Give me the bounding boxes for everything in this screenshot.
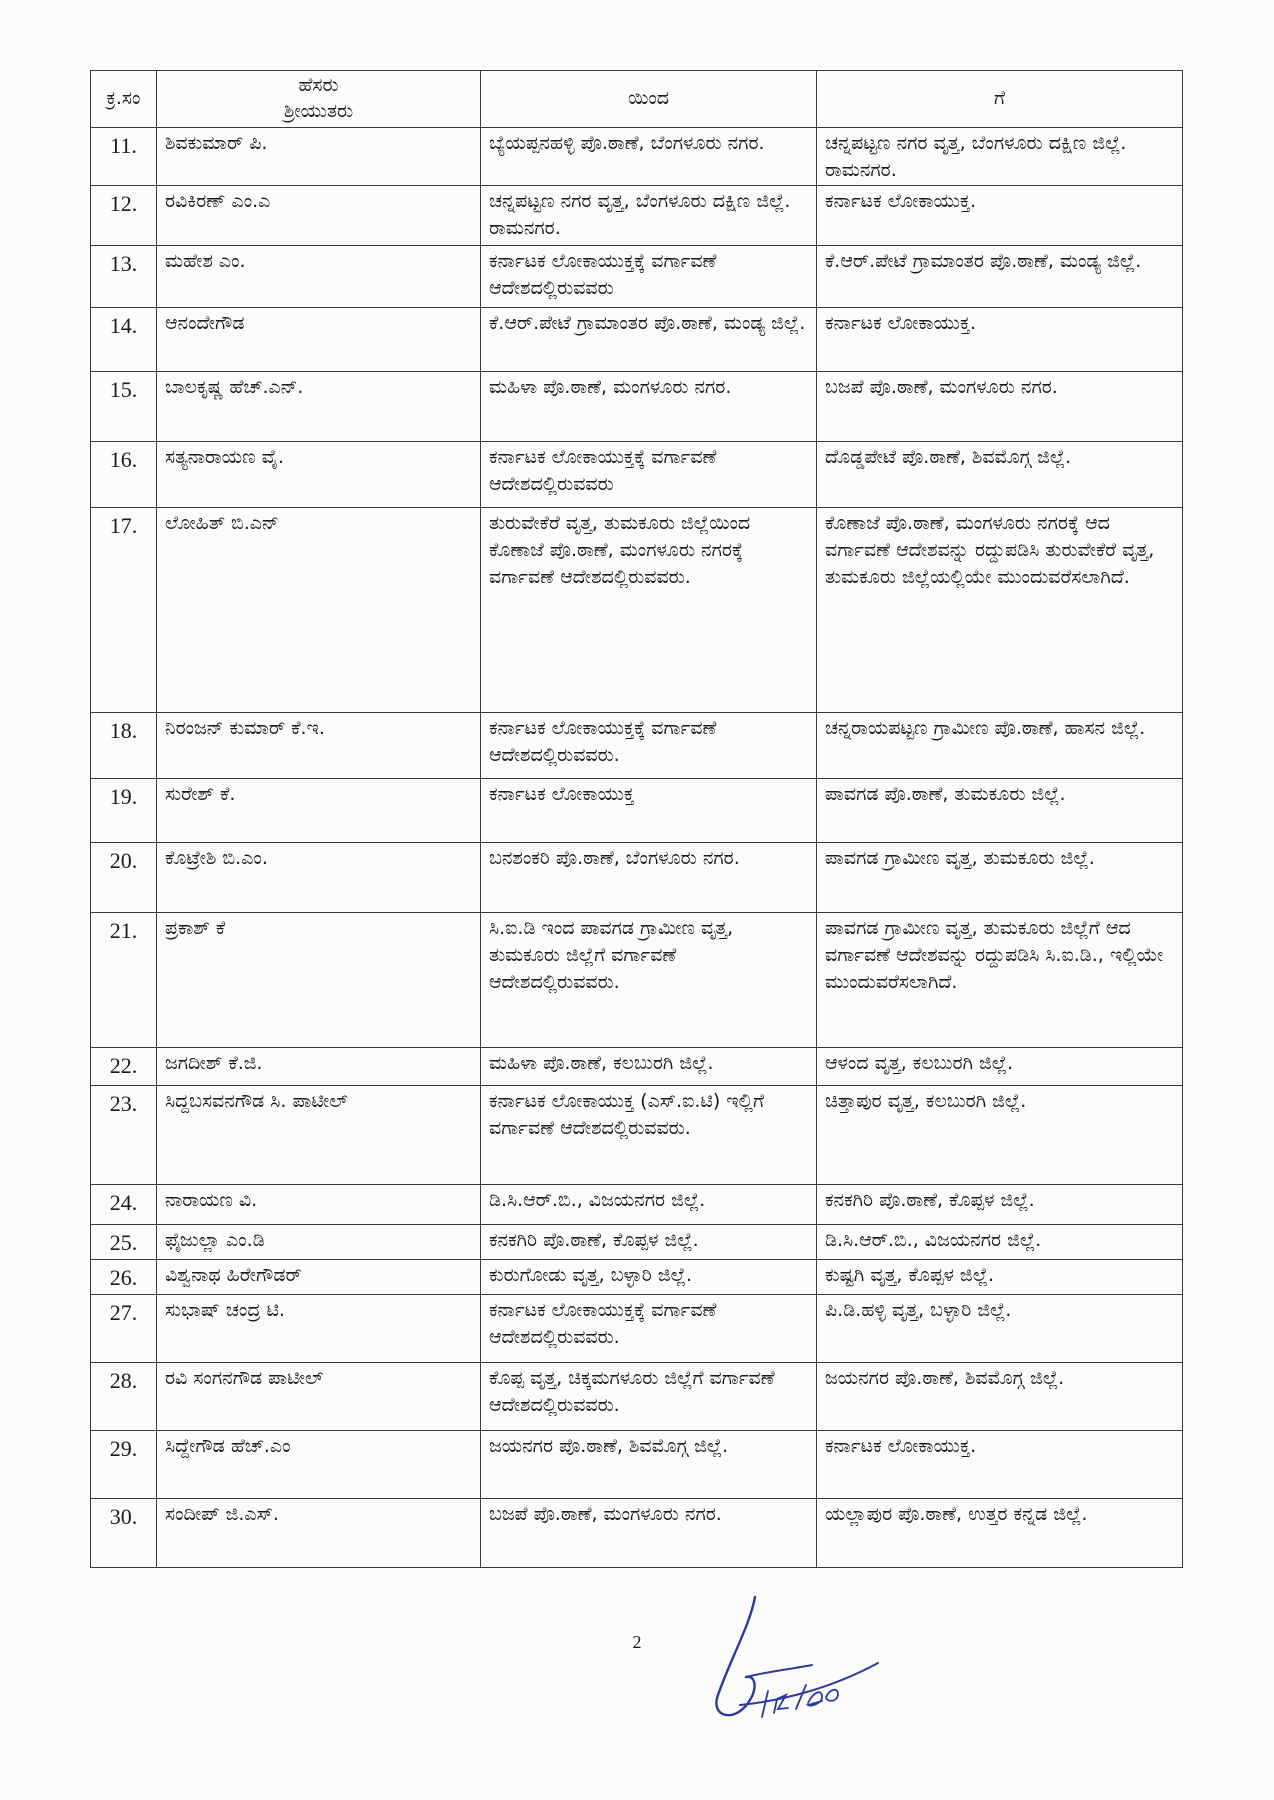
page-number: 2	[632, 1632, 642, 1652]
name-cell: ಶಿವಕುಮಾರ್ ಪಿ.	[157, 128, 481, 186]
serial-cell: 23.	[91, 1086, 157, 1185]
header-to: ಗೆ	[817, 71, 1183, 128]
from-cell: ಕೊಪ್ಪ ವೃತ್ತ, ಚಿಕ್ಕಮಗಳೂರು ಜಿಲ್ಲೆಗೆ ವರ್ಗಾವಣೆ ಆದೇಶದಲ್ಲಿರುವವರು.	[481, 1363, 817, 1431]
name-cell: ಜಗದೀಶ್ ಕೆ.ಜಿ.	[157, 1048, 481, 1086]
table-row	[91, 508, 1183, 713]
serial-cell: 18.	[91, 713, 157, 779]
name-cell: ನಿರಂಜನ್ ಕುಮಾರ್ ಕೆ.ಇ.	[157, 713, 481, 779]
from-cell: ಚನ್ನಪಟ್ಟಣ ನಗರ ವೃತ್ತ, ಬೆಂಗಳೂರು ದಕ್ಷಿಣ ಜಿಲ್ಲೆ. ರಾಮನಗರ.	[481, 186, 817, 246]
name-cell: ರವಿಕಿರಣ್ ಎಂ.ಎ	[157, 186, 481, 246]
serial-cell: 21.	[91, 913, 157, 1048]
header-name	[157, 71, 481, 128]
from-cell: ಕರ್ನಾಟಕ ಲೋಕಾಯುಕ್ತಕ್ಕೆ ವರ್ಗಾವಣೆ ಆದೇಶದಲ್ಲಿರುವವರು	[481, 442, 817, 508]
serial-cell: 14.	[91, 308, 157, 372]
header-from: ಯಿಂದ	[481, 71, 817, 128]
table-row	[91, 128, 1183, 186]
from-cell: ಜಯನಗರ ಪೊ.ಠಾಣೆ, ಶಿವಮೊಗ್ಗ ಜಿಲ್ಲೆ.	[481, 1431, 817, 1499]
from-cell: ಕರ್ನಾಟಕ ಲೋಕಾಯುಕ್ತಕ್ಕೆ ವರ್ಗಾವಣೆ ಆದೇಶದಲ್ಲಿರುವವರು.	[481, 1295, 817, 1363]
name-cell: ಫೈಜುಲ್ಲಾ ಎಂ.ಡಿ	[157, 1225, 481, 1260]
table-row	[91, 1431, 1183, 1499]
name-cell: ಮಹೇಶ ಎಂ.	[157, 246, 481, 308]
name-cell: ಬಾಲಕೃಷ್ಣ ಹೆಚ್.ಎನ್.	[157, 372, 481, 442]
to-cell: ಕೆ.ಆರ್.ಪೇಟೆ ಗ್ರಾಮಾಂತರ ಪೊ.ಠಾಣೆ, ಮಂಡ್ಯ ಜಿಲ್ಲೆ.	[817, 246, 1183, 308]
table-row	[91, 1225, 1183, 1260]
table-header-row	[91, 71, 1183, 128]
from-cell: ಬಜಪೆ ಪೊ.ಠಾಣೆ, ಮಂಗಳೂರು ನಗರ.	[481, 1499, 817, 1568]
to-cell: ಚನ್ನಪಟ್ಟಣ ನಗರ ವೃತ್ತ, ಬೆಂಗಳೂರು ದಕ್ಷಿಣ ಜಿಲ್ಲೆ. ರಾಮನಗರ.	[817, 128, 1183, 186]
table-row	[91, 308, 1183, 372]
handwritten-signature	[700, 1585, 900, 1735]
to-cell: ದೊಡ್ಡಪೇಟೆ ಪೊ.ಠಾಣೆ, ಶಿವಮೊಗ್ಗ ಜಿಲ್ಲೆ.	[817, 442, 1183, 508]
table-row	[91, 1048, 1183, 1086]
to-cell: ಪಾವಗಡ ಗ್ರಾಮೀಣ ವೃತ್ತ, ತುಮಕೂರು ಜಿಲ್ಲೆ.	[817, 843, 1183, 913]
from-cell: ಸಿ.ಐ.ಡಿ ಇಂದ ಪಾವಗಡ ಗ್ರಾಮೀಣ ವೃತ್ತ, ತುಮಕೂರು ಜಿಲ್ಲೆಗೆ ವರ್ಗಾವಣೆ ಆದೇಶದಲ್ಲಿರುವವರು.	[481, 913, 817, 1048]
table-row	[91, 1086, 1183, 1185]
to-cell: ಬಜಪೆ ಪೊ.ಠಾಣೆ, ಮಂಗಳೂರು ನಗರ.	[817, 372, 1183, 442]
from-cell: ಕರ್ನಾಟಕ ಲೋಕಾಯುಕ್ತಕ್ಕೆ ವರ್ಗಾವಣೆ ಆದೇಶದಲ್ಲಿರುವವರು.	[481, 713, 817, 779]
name-cell: ರವಿ ಸಂಗನಗೌಡ ಪಾಟೀಲ್	[157, 1363, 481, 1431]
serial-cell: 13.	[91, 246, 157, 308]
to-cell: ಕನಕಗಿರಿ ಪೊ.ಠಾಣೆ, ಕೊಪ್ಪಳ ಜಿಲ್ಲೆ.	[817, 1185, 1183, 1225]
header-name-line1: ಹೆಸರು	[298, 74, 339, 97]
name-cell: ಸುಭಾಷ್ ಚಂದ್ರ ಟಿ.	[157, 1295, 481, 1363]
name-cell: ಕೊಟ್ರೇಶಿ ಬಿ.ಎಂ.	[157, 843, 481, 913]
from-cell: ಕೆ.ಆರ್.ಪೇಟೆ ಗ್ರಾಮಾಂತರ ಪೊ.ಠಾಣೆ, ಮಂಡ್ಯ ಜಿಲ್ಲೆ.	[481, 308, 817, 372]
serial-cell: 29.	[91, 1431, 157, 1499]
to-cell: ಜಯನಗರ ಪೊ.ಠಾಣೆ, ಶಿವಮೊಗ್ಗ ಜಿಲ್ಲೆ.	[817, 1363, 1183, 1431]
serial-cell: 30.	[91, 1499, 157, 1568]
serial-cell: 26.	[91, 1260, 157, 1295]
serial-cell: 28.	[91, 1363, 157, 1431]
to-cell: ಆಳಂದ ವೃತ್ತ, ಕಲಬುರಗಿ ಜಿಲ್ಲೆ.	[817, 1048, 1183, 1086]
from-cell: ಕುರುಗೋಡು ವೃತ್ತ, ಬಳ್ಳಾರಿ ಜಿಲ್ಲೆ.	[481, 1260, 817, 1295]
from-cell: ತುರುವೇಕೆರೆ ವೃತ್ತ, ತುಮಕೂರು ಜಿಲ್ಲೆಯಿಂದ ಕೊಣಾಜೆ ಪೊ.ಠಾಣೆ, ಮಂಗಳೂರು ನಗರಕ್ಕೆ ವರ್ಗಾವಣೆ ಆದೇಶದಲ್ಲಿರುವವರು.	[481, 508, 817, 713]
serial-cell: 20.	[91, 843, 157, 913]
table-row	[91, 779, 1183, 843]
to-cell: ಕುಷ್ಟಗಿ ವೃತ್ತ, ಕೊಪ್ಪಳ ಜಿಲ್ಲೆ.	[817, 1260, 1183, 1295]
serial-cell: 24.	[91, 1185, 157, 1225]
table-row	[91, 1185, 1183, 1225]
to-cell: ಚಿತ್ತಾಪುರ ವೃತ್ತ, ಕಲಬುರಗಿ ಜಿಲ್ಲೆ.	[817, 1086, 1183, 1185]
from-cell: ಬನಶಂಕರಿ ಪೊ.ಠಾಣೆ, ಬೆಂಗಳೂರು ನಗರ.	[481, 843, 817, 913]
from-cell: ಕರ್ನಾಟಕ ಲೋಕಾಯುಕ್ತ (ಎಸ್.ಐ.ಟಿ) ಇಲ್ಲಿಗೆ ವರ್ಗಾವಣೆ ಆದೇಶದಲ್ಲಿರುವವರು.	[481, 1086, 817, 1185]
table-row	[91, 1363, 1183, 1431]
name-cell: ಸಿದ್ದೇಗೌಡ ಹೆಚ್.ಎಂ	[157, 1431, 481, 1499]
to-cell: ಕರ್ನಾಟಕ ಲೋಕಾಯುಕ್ತ.	[817, 1431, 1183, 1499]
to-cell: ಕರ್ನಾಟಕ ಲೋಕಾಯುಕ್ತ.	[817, 186, 1183, 246]
table-row	[91, 713, 1183, 779]
to-cell: ಕೊಣಾಜೆ ಪೊ.ಠಾಣೆ, ಮಂಗಳೂರು ನಗರಕ್ಕೆ ಆದ ವರ್ಗಾವಣೆ ಆದೇಶವನ್ನು ರದ್ದುಪಡಿಸಿ ತುರುವೇಕೆರೆ ವೃತ್ತ, ತುಮಕೂರು ಜಿಲ್ಲೆಯಲ್ಲಿಯೇ ಮುಂದುವರೆಸಲಾಗಿದೆ.	[817, 508, 1183, 713]
table-row	[91, 372, 1183, 442]
serial-cell: 25.	[91, 1225, 157, 1260]
name-cell: ಸತ್ಯನಾರಾಯಣ ವೈ.	[157, 442, 481, 508]
serial-cell: 15.	[91, 372, 157, 442]
name-cell: ಪ್ರಕಾಶ್ ಕೆ	[157, 913, 481, 1048]
table-row	[91, 442, 1183, 508]
name-cell: ನಾರಾಯಣ ವಿ.	[157, 1185, 481, 1225]
from-cell: ಕರ್ನಾಟಕ ಲೋಕಾಯುಕ್ತ	[481, 779, 817, 843]
table-row	[91, 913, 1183, 1048]
from-cell: ಮಹಿಳಾ ಪೊ.ಠಾಣೆ, ಕಲಬುರಗಿ ಜಿಲ್ಲೆ.	[481, 1048, 817, 1086]
serial-cell: 12.	[91, 186, 157, 246]
table-row	[91, 843, 1183, 913]
serial-cell: 17.	[91, 508, 157, 713]
name-cell: ಆನಂದೇಗೌಡ	[157, 308, 481, 372]
serial-cell: 16.	[91, 442, 157, 508]
to-cell: ಯಲ್ಲಾಪುರ ಪೊ.ಠಾಣೆ, ಉತ್ತರ ಕನ್ನಡ ಜಿಲ್ಲೆ.	[817, 1499, 1183, 1568]
name-cell: ಲೋಹಿತ್ ಬಿ.ಎನ್	[157, 508, 481, 713]
from-cell: ಮಹಿಳಾ ಪೊ.ಠಾಣೆ, ಮಂಗಳೂರು ನಗರ.	[481, 372, 817, 442]
from-cell: ಡಿ.ಸಿ.ಆರ್.ಬಿ., ವಿಜಯನಗರ ಜಿಲ್ಲೆ.	[481, 1185, 817, 1225]
name-cell: ವಿಶ್ವನಾಥ ಹಿರೇಗೌಡರ್	[157, 1260, 481, 1295]
to-cell: ಪಿ.ಡಿ.ಹಳ್ಳಿ ವೃತ್ತ, ಬಳ್ಳಾರಿ ಜಿಲ್ಲೆ.	[817, 1295, 1183, 1363]
header-name-line2: ಶ್ರೀಯುತರು	[283, 100, 354, 122]
from-cell: ಕರ್ನಾಟಕ ಲೋಕಾಯುಕ್ತಕ್ಕೆ ವರ್ಗಾವಣೆ ಆದೇಶದಲ್ಲಿರುವವರು	[481, 246, 817, 308]
table-row	[91, 1260, 1183, 1295]
table-row	[91, 1499, 1183, 1568]
to-cell: ಕರ್ನಾಟಕ ಲೋಕಾಯುಕ್ತ.	[817, 308, 1183, 372]
name-cell: ಸಂದೀಪ್ ಜಿ.ಎಸ್.	[157, 1499, 481, 1568]
table-row	[91, 186, 1183, 246]
to-cell: ಡಿ.ಸಿ.ಆರ್.ಬಿ., ವಿಜಯನಗರ ಜಿಲ್ಲೆ.	[817, 1225, 1183, 1260]
from-cell: ಬ್ಯೆಯಪ್ಪನಹಳ್ಳಿ ಪೊ.ಠಾಣೆ, ಬೆಂಗಳೂರು ನಗರ.	[481, 128, 817, 186]
transfer-table	[90, 70, 1183, 1568]
to-cell: ಪಾವಗಡ ಗ್ರಾಮೀಣ ವೃತ್ತ, ತುಮಕೂರು ಜಿಲ್ಲೆಗೆ ಆದ ವರ್ಗಾವಣೆ ಆದೇಶವನ್ನು ರದ್ದುಪಡಿಸಿ ಸಿ.ಐ.ಡಿ., ಇಲ್ಲಿಯೇ ಮುಂದುವರೆಸಲಾಗಿದೆ.	[817, 913, 1183, 1048]
header-serial: ಕ್ರ.ಸಂ	[91, 71, 157, 128]
table-row	[91, 1295, 1183, 1363]
from-cell: ಕನಕಗಿರಿ ಪೊ.ಠಾಣೆ, ಕೊಪ್ಪಳ ಜಿಲ್ಲೆ.	[481, 1225, 817, 1260]
to-cell: ಚನ್ನರಾಯಪಟ್ಟಣ ಗ್ರಾಮೀಣ ಪೊ.ಠಾಣೆ, ಹಾಸನ ಜಿಲ್ಲೆ.	[817, 713, 1183, 779]
serial-cell: 19.	[91, 779, 157, 843]
serial-cell: 22.	[91, 1048, 157, 1086]
serial-cell: 11.	[91, 128, 157, 186]
name-cell: ಸುರೇಶ್ ಕೆ.	[157, 779, 481, 843]
name-cell: ಸಿದ್ದಬಸವನಗೌಡ ಸಿ. ಪಾಟೀಲ್	[157, 1086, 481, 1185]
to-cell: ಪಾವಗಡ ಪೊ.ಠಾಣೆ, ತುಮಕೂರು ಜಿಲ್ಲೆ.	[817, 779, 1183, 843]
serial-cell: 27.	[91, 1295, 157, 1363]
table-row	[91, 246, 1183, 308]
table-body	[91, 128, 1183, 1568]
